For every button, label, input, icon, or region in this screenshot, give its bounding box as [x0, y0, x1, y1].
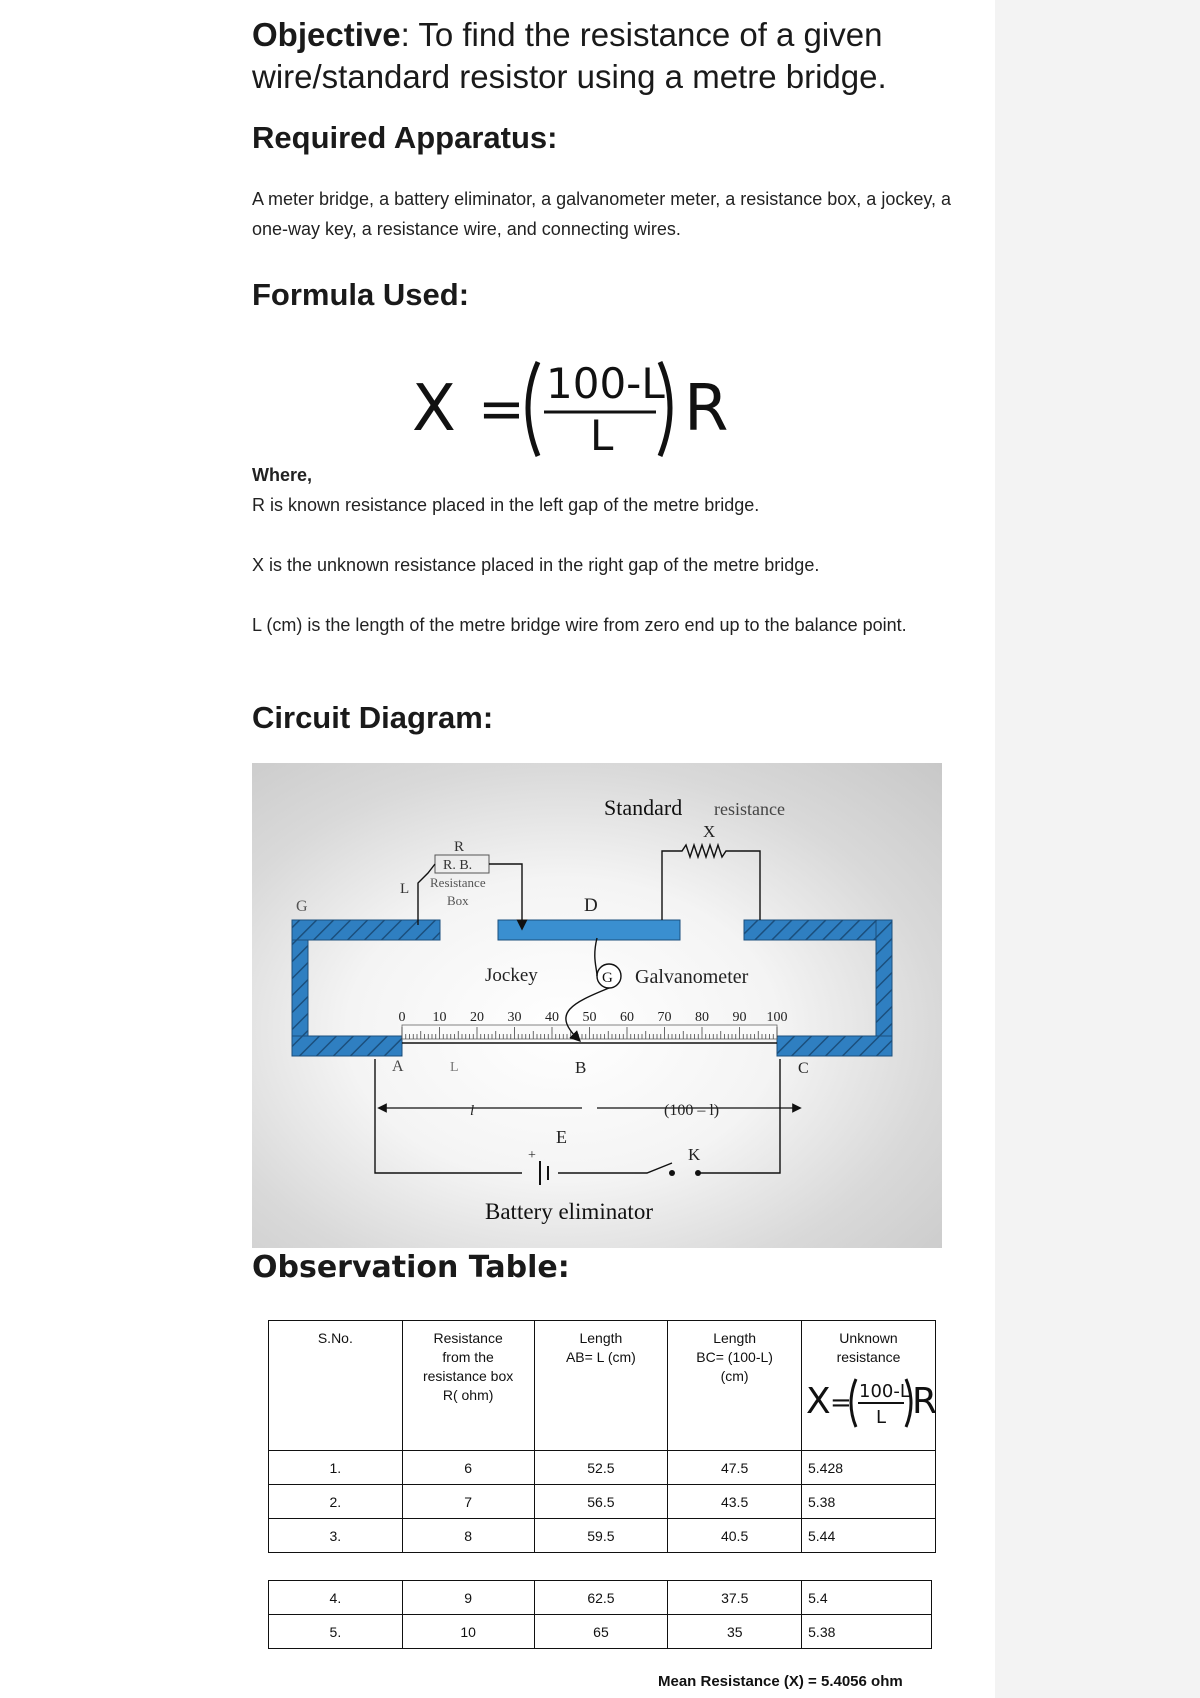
cell-unknown: 5.428: [801, 1451, 935, 1485]
scale-label: 30: [507, 1010, 522, 1025]
cell-length-bc: 47.5: [668, 1451, 802, 1485]
table-row: [269, 1519, 936, 1553]
resistance-label: resistance: [714, 799, 785, 819]
cell-resistance: 7: [402, 1485, 534, 1519]
mean-resistance: Mean Resistance (X) = 5.4056 ohm: [658, 1673, 903, 1690]
svg-text:L: L: [876, 1407, 887, 1428]
svg-text:100-L: 100-L: [859, 1381, 911, 1402]
table-header-row: [269, 1321, 936, 1451]
rb-label: R. B.: [443, 858, 473, 873]
formula-equals: =: [478, 377, 525, 442]
formula-lhs: X: [412, 372, 456, 446]
cell-length-bc: 35: [668, 1615, 802, 1649]
a-label: A: [392, 1058, 404, 1075]
resistance-box-label-2: Box: [447, 893, 469, 908]
cell-length-ab: 52.5: [534, 1451, 668, 1485]
scale-label: 0: [398, 1010, 406, 1025]
scale-label: 20: [470, 1010, 484, 1025]
l-italic-label: l: [470, 1103, 475, 1119]
table-row: [269, 1581, 932, 1615]
svg-text:R: R: [912, 1381, 938, 1422]
cell-length-bc: 37.5: [668, 1581, 802, 1615]
scale-label: 40: [545, 1010, 559, 1025]
k-label: K: [688, 1145, 701, 1164]
cell-resistance: 10: [402, 1615, 534, 1649]
standard-resistor: [662, 845, 760, 920]
l1-label: L: [400, 881, 410, 897]
battery-wire-left: [375, 1059, 522, 1173]
cell-unknown: 5.38: [801, 1485, 935, 1519]
header-length-bc: Length BC= (100-L) (cm): [668, 1321, 802, 1451]
svg-text:X: X: [806, 1381, 832, 1422]
circuit-svg: [252, 763, 942, 1248]
cell-length-bc: 40.5: [668, 1519, 802, 1553]
observation-table-2: [268, 1580, 932, 1649]
x-label: X: [703, 822, 716, 841]
header-resistance: Resistance from the resistance box R( ohm): [402, 1321, 534, 1451]
r-label: R: [454, 839, 465, 855]
cell-length-ab: 65: [534, 1615, 668, 1649]
scale-label: 10: [432, 1010, 447, 1025]
formula-numerator: 100-L: [546, 359, 665, 408]
scale-label: 80: [695, 1010, 709, 1025]
formula-heading: Formula Used:: [252, 277, 470, 312]
cell-resistance: 6: [402, 1451, 534, 1485]
scale-label: 90: [732, 1010, 747, 1025]
cell-length-ab: 62.5: [534, 1581, 668, 1615]
plus-label: +: [528, 1148, 536, 1163]
where-r-text: R is known resistance placed in the left gap of the metre bridge.: [252, 495, 760, 515]
scale-label: 100: [766, 1010, 788, 1025]
observation-table-1: [268, 1320, 936, 1553]
jockey-label: Jockey: [485, 965, 538, 986]
cell-sno: 4.: [269, 1581, 403, 1615]
cell-length-bc: 43.5: [668, 1485, 802, 1519]
right-gutter: [995, 0, 1200, 1698]
apparatus-heading: Required Apparatus:: [252, 120, 558, 155]
battery-label: Battery eliminator: [485, 1199, 653, 1224]
cell-length-ab: 59.5: [534, 1519, 668, 1553]
header-length-ab: Length AB= L (cm): [534, 1321, 668, 1451]
cell-sno: 2.: [269, 1485, 403, 1519]
formula-denominator: L: [590, 411, 614, 460]
resistance-box-label-1: Resistance: [430, 875, 486, 890]
cell-resistance: 9: [402, 1581, 534, 1615]
cell-sno: 3.: [269, 1519, 403, 1553]
circuit-diagram: [252, 763, 942, 1248]
where-heading: Where,: [252, 465, 313, 485]
c-label: C: [798, 1060, 809, 1077]
observation-heading: [252, 1250, 570, 1285]
g-label: G: [296, 898, 308, 915]
where-l-text: L (cm) is the length of the metre bridge wire from zero end up to the balance point.: [252, 615, 907, 635]
galvanometer-label: Galvanometer: [635, 966, 749, 988]
d-label: D: [584, 895, 598, 916]
key-contact-1: [669, 1170, 675, 1176]
cell-unknown: 5.38: [802, 1615, 932, 1649]
standard-label: Standard: [604, 795, 683, 820]
objective-text: To find the resistance of a given wire/standard resistor using a metre bridge.: [252, 16, 887, 95]
objective-label: Objective: [252, 16, 401, 53]
table-row: [269, 1485, 936, 1519]
key-contact-2: [695, 1170, 701, 1176]
cell-resistance: 8: [402, 1519, 534, 1553]
observation-heading-text: Observation Table:: [252, 1250, 570, 1285]
where-x-text: X is the unknown resistance placed in the right gap of the metre bridge.: [252, 555, 820, 575]
table-row: [269, 1451, 936, 1485]
header-sno: S.No.: [269, 1321, 403, 1451]
formula-rhs: R: [684, 372, 729, 446]
scale-label: 70: [657, 1010, 672, 1025]
header-formula: [804, 1367, 938, 1431]
svg-text:=: =: [830, 1388, 853, 1418]
objective-paragraph: Objective: To find the resistance of a given wire/standard resistor using a metre bridge.: [252, 16, 887, 95]
cell-sno: 5.: [269, 1615, 403, 1649]
apparatus-text: A meter bridge, a battery eliminator, a galvanometer meter, a resistance box, a jockey, a one-way key, a resistance wire, and connecting wires.: [252, 189, 952, 239]
galvanometer-g: G: [602, 970, 613, 986]
table-row: [269, 1615, 932, 1649]
hundred-minus-l-label: (100 – l): [664, 1102, 720, 1119]
formula-main: [410, 352, 800, 462]
cell-length-ab: 56.5: [534, 1485, 668, 1519]
l-label: L: [450, 1060, 459, 1075]
middle-strip: [498, 920, 680, 940]
b-label: B: [575, 1058, 587, 1077]
header-unknown: Unknown resistance X = 100-L L R: [801, 1321, 935, 1451]
scale-label: 60: [620, 1010, 634, 1025]
scale-label: 50: [582, 1010, 597, 1025]
e-label: E: [556, 1127, 567, 1147]
circuit-heading: Circuit Diagram:: [252, 700, 494, 735]
cell-unknown: 5.4: [802, 1581, 932, 1615]
cell-unknown: 5.44: [801, 1519, 935, 1553]
cell-sno: 1.: [269, 1451, 403, 1485]
